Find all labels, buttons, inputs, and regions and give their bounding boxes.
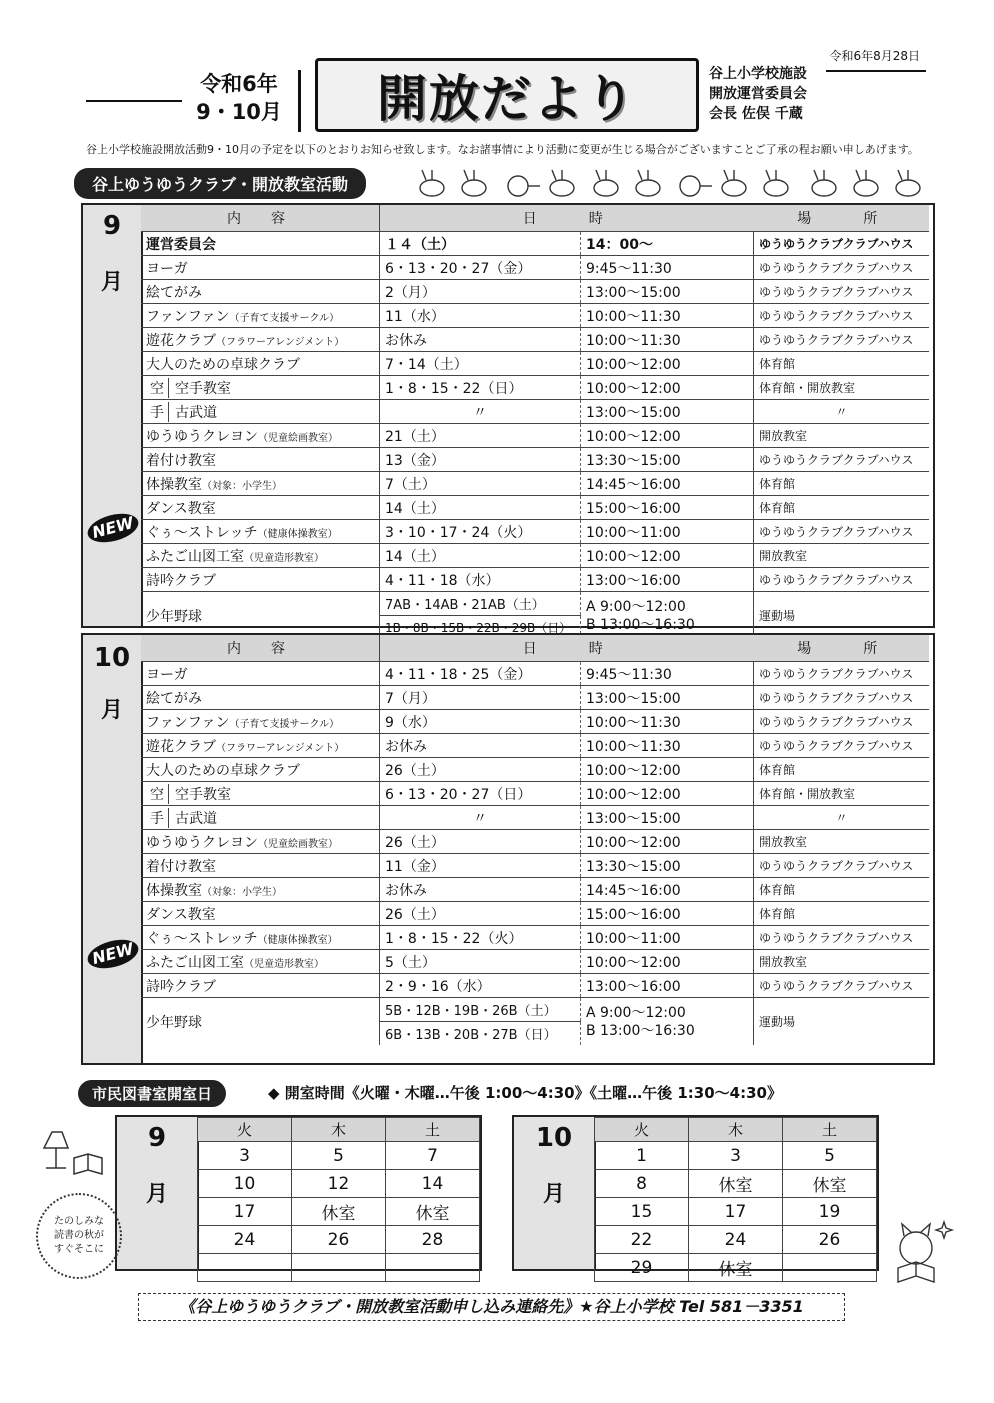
activity-name: 大人のための卓球クラブ	[146, 762, 300, 779]
table-row	[595, 1142, 877, 1170]
table-header	[595, 1118, 877, 1142]
activity-place: 〃	[754, 806, 930, 830]
table-row	[595, 1254, 877, 1282]
table-row	[141, 758, 929, 782]
activity-name: ダンス教室	[146, 500, 216, 517]
activity-date: 4・11・18・25（金）	[380, 662, 581, 686]
table-header	[141, 205, 929, 232]
activity-date: 2（月）	[380, 280, 581, 304]
karate-label-bottom: 手	[146, 402, 169, 422]
activity-time: 10:00～11:30	[581, 304, 754, 328]
activity-date: 6・13・20・27（金）	[380, 256, 581, 280]
page-title: 開放だより	[377, 70, 637, 128]
table-row	[198, 1142, 480, 1170]
table-row	[141, 496, 929, 520]
sept-month-number: 9	[102, 211, 122, 241]
activity-place: 開放教室	[754, 544, 930, 568]
activity-place: ゆうゆうクラブクラブハウス	[754, 256, 930, 280]
activity-time: 10:00～12:00	[581, 352, 754, 376]
october-schedule	[81, 633, 935, 1065]
table-row	[141, 806, 929, 830]
day-cell: 14	[386, 1170, 480, 1198]
table-row	[141, 662, 929, 686]
activity-date: 14（土）	[380, 496, 581, 520]
table-row	[141, 830, 929, 854]
activity-date: 〃	[380, 400, 581, 424]
activity-time: 15:00～16:00	[581, 902, 754, 926]
header-datetime: 日 時	[380, 205, 754, 232]
day-cell	[198, 1254, 292, 1282]
day-cell: 22	[595, 1226, 689, 1254]
header-period	[180, 70, 301, 132]
header-rule-left	[86, 100, 182, 102]
header-content: 内 容	[141, 635, 380, 662]
activity-date: 1B・8B・15B・22B・29B（日）	[385, 621, 572, 635]
activity-sub: （子育て支援サークル）	[229, 718, 340, 730]
activity-place: 開放教室	[754, 830, 930, 854]
header-title-box	[315, 58, 699, 132]
oct-month-kanji: 月	[100, 698, 123, 723]
day-cell: 7	[386, 1142, 480, 1170]
activity-place: ゆうゆうクラブクラブハウス	[754, 520, 930, 544]
header-content: 内 容	[141, 205, 380, 232]
lib-sept-month-kanji: 月	[145, 1182, 168, 1207]
october-table	[141, 635, 929, 1045]
table-row	[141, 304, 929, 328]
bubble-line-1: たのしみな	[54, 1216, 104, 1227]
activity-name: 古武道	[175, 810, 217, 827]
activity-time: 10:00～12:00	[581, 376, 754, 400]
day-cell: 5	[783, 1142, 877, 1170]
activity-sub: （健康体操教室）	[257, 934, 338, 946]
day-cell: 5	[292, 1142, 386, 1170]
activity-sub: （児童造形教室）	[244, 552, 324, 564]
table-row	[141, 544, 929, 568]
day-header: 火	[595, 1118, 689, 1142]
activity-name: 少年野球	[146, 608, 202, 625]
day-cell: 24	[198, 1226, 292, 1254]
lib-oct-month-kanji: 月	[542, 1182, 565, 1207]
activity-date: 13（金）	[380, 448, 581, 472]
day-cell: 休室	[386, 1198, 480, 1226]
activity-time: 10:00～12:00	[581, 782, 754, 806]
september-schedule	[81, 203, 935, 635]
activity-time: 14：00～	[581, 232, 754, 256]
activity-time: 14:45～16:00	[581, 472, 754, 496]
activity-date: 1・8・15・22（火）	[380, 926, 581, 950]
section-activities-label: 谷上ゆうゆうクラブ・開放教室活動	[74, 168, 366, 199]
activity-time: 9:45～11:30	[581, 662, 754, 686]
activity-time: 15:00～16:00	[581, 496, 754, 520]
activity-time: 10:00～12:00	[581, 758, 754, 782]
table-row	[141, 352, 929, 376]
activity-date: 5B・12B・19B・26B（土）	[380, 998, 581, 1022]
september-table	[141, 205, 929, 639]
activity-time: 13:00～15:00	[581, 280, 754, 304]
karate-label-top: 空	[146, 784, 169, 804]
activity-name: 着付け教室	[146, 452, 216, 469]
header-rule-right	[826, 70, 926, 72]
org-line-3: 会長 佐俣 千蔵	[709, 106, 803, 122]
day-cell: 休室	[689, 1170, 783, 1198]
activity-name: ファンファン	[146, 714, 230, 731]
table-row	[141, 878, 929, 902]
activity-place: ゆうゆうクラブクラブハウス	[754, 926, 930, 950]
activity-place: ゆうゆうクラブクラブハウス	[754, 710, 930, 734]
activity-time: 10:00～12:00	[581, 950, 754, 974]
day-cell: 8	[595, 1170, 689, 1198]
activity-name: ふたご山図工室	[146, 548, 244, 565]
section-library-label: 市民図書室開室日	[78, 1080, 226, 1107]
activity-date: 11（水）	[380, 304, 581, 328]
activity-time: 10:00～11:30	[581, 710, 754, 734]
table-row	[141, 902, 929, 926]
activity-name: 着付け教室	[146, 858, 216, 875]
activity-date: 3・10・17・24（火）	[380, 520, 581, 544]
day-cell	[783, 1254, 877, 1282]
activity-place: ゆうゆうクラブクラブハウス	[754, 448, 930, 472]
new-badge: NEW	[85, 509, 142, 548]
contact-footer: 《谷上ゆうゆうクラブ・開放教室活動申し込み連絡先》★谷上小学校 Tel 581－3351	[138, 1293, 845, 1321]
activity-place: 体育館・開放教室	[754, 782, 930, 806]
activity-time: 10:00～12:00	[581, 424, 754, 448]
activity-sub: （対象：小学生）	[202, 886, 282, 898]
activity-name: 運営委員会	[146, 236, 216, 253]
activity-place: ゆうゆうクラブクラブハウス	[754, 854, 930, 878]
activity-place: ゆうゆうクラブクラブハウス	[754, 734, 930, 758]
table-row	[198, 1170, 480, 1198]
activity-place: 開放教室	[754, 424, 930, 448]
activity-date: 1・8・15・22（日）	[380, 376, 581, 400]
activity-place: ゆうゆうクラブクラブハウス	[754, 328, 930, 352]
lib-sept-band	[117, 1117, 199, 1269]
activity-place: 運動場	[759, 609, 796, 623]
activity-date: 5（土）	[380, 950, 581, 974]
day-header: 木	[689, 1118, 783, 1142]
activity-time: 10:00～11:00	[581, 926, 754, 950]
lib-sept-table	[197, 1117, 480, 1282]
table-row	[141, 710, 929, 734]
activity-name: 詩吟クラブ	[146, 978, 216, 995]
activity-time: 14:45～16:00	[581, 878, 754, 902]
activity-date: 14（土）	[380, 544, 581, 568]
activity-name: 絵てがみ	[146, 284, 202, 301]
activity-time: 10:00～12:00	[581, 830, 754, 854]
activity-date: 〃	[380, 806, 581, 830]
lamp-book-icon	[38, 1128, 108, 1180]
activity-date: 7（土）	[380, 472, 581, 496]
table-row	[141, 568, 929, 592]
activity-place: 体育館・開放教室	[754, 376, 930, 400]
activity-date: 21（土）	[380, 424, 581, 448]
day-cell: 17	[198, 1198, 292, 1226]
day-cell: 休室	[292, 1198, 386, 1226]
day-cell: 26	[783, 1226, 877, 1254]
header-datetime: 日 時	[380, 635, 754, 662]
activity-time: 10:00～11:30	[581, 328, 754, 352]
table-row	[141, 926, 929, 950]
karate-label-top: 空	[146, 378, 169, 398]
table-row	[141, 950, 929, 974]
activity-time: B 13:00～16:30	[586, 1022, 695, 1039]
table-row	[141, 782, 929, 806]
activity-name: ゆうゆうクレヨン	[146, 834, 258, 851]
day-cell: 10	[198, 1170, 292, 1198]
activity-place: 体育館	[754, 352, 930, 376]
activity-name: 空手教室	[175, 380, 231, 397]
table-row	[141, 400, 929, 424]
activity-sub: （フラワーアレンジメント）	[216, 336, 345, 348]
activity-time: 10:00～11:30	[581, 734, 754, 758]
header-era: 令和6年	[200, 72, 278, 96]
day-cell	[292, 1254, 386, 1282]
activity-time: 13:00～15:00	[581, 686, 754, 710]
activity-place: ゆうゆうクラブクラブハウス	[754, 232, 930, 256]
table-row	[595, 1170, 877, 1198]
activity-place: 体育館	[754, 878, 930, 902]
activity-name: ぐぅ～ストレッチ	[146, 524, 258, 541]
activity-place: ゆうゆうクラブクラブハウス	[754, 568, 930, 592]
oct-month-number: 10	[93, 643, 131, 673]
activity-sub: （フラワーアレンジメント）	[216, 742, 345, 754]
lib-oct-band	[514, 1117, 596, 1269]
day-header: 木	[292, 1118, 386, 1142]
activity-date: 26（土）	[380, 830, 581, 854]
activity-name: 少年野球	[146, 1014, 202, 1031]
day-header: 土	[783, 1118, 877, 1142]
table-header	[141, 635, 929, 662]
activity-place: 運動場	[759, 1015, 796, 1029]
activity-name: 絵てがみ	[146, 690, 202, 707]
activity-date: お休み	[380, 734, 581, 758]
table-row	[141, 472, 929, 496]
bubble-line-3: すぐそこに	[54, 1244, 104, 1255]
issue-date: 令和6年8月28日	[829, 49, 920, 63]
activity-sub: （子育て支援サークル）	[229, 312, 340, 324]
reading-autumn-bubble	[36, 1193, 122, 1279]
activity-name: 体操教室	[146, 476, 202, 493]
activity-date: 7（月）	[380, 686, 581, 710]
activity-name: ふたご山図工室	[146, 954, 244, 971]
org-line-2: 開放運営委員会	[709, 86, 807, 102]
table-row-baseball	[141, 592, 929, 616]
header-place: 場 所	[754, 205, 930, 232]
activity-name: ゆうゆうクレヨン	[146, 428, 258, 445]
activity-name: 空手教室	[175, 786, 231, 803]
activity-name: 体操教室	[146, 882, 202, 899]
activity-place: ゆうゆうクラブクラブハウス	[754, 280, 930, 304]
day-cell: 3	[689, 1142, 783, 1170]
table-row-baseball	[141, 998, 929, 1022]
activity-place: 体育館	[754, 496, 930, 520]
activity-date: 11（金）	[380, 854, 581, 878]
day-cell: 28	[386, 1226, 480, 1254]
october-band	[83, 635, 143, 1063]
table-row	[141, 232, 929, 256]
activity-name: ぐぅ～ストレッチ	[146, 930, 258, 947]
activity-place: 体育館	[754, 472, 930, 496]
day-cell: 29	[595, 1254, 689, 1282]
library-hours: ◆ 開室時間《火曜・木曜…午後 1:00～4:30》《土曜…午後 1:30～4:30》	[268, 1084, 782, 1102]
rabbit-decoration-icon	[412, 168, 932, 200]
intro-text: 谷上小学校施設開放活動9・10月の予定を以下のとおりお知らせ致します。なお諸事情により活動に変更が生じる場合がございますことご了承の程お願い申しあげます。	[86, 143, 919, 156]
activity-place: 体育館	[754, 758, 930, 782]
activity-name: ダンス教室	[146, 906, 216, 923]
day-cell: 24	[689, 1226, 783, 1254]
header-place: 場 所	[754, 635, 930, 662]
activity-time: 13:30～15:00	[581, 448, 754, 472]
activity-sub: （対象：小学生）	[202, 480, 282, 492]
day-cell: 1	[595, 1142, 689, 1170]
table-row	[141, 448, 929, 472]
day-cell: 19	[783, 1198, 877, 1226]
september-band	[83, 205, 143, 626]
activity-date: 6B・13B・20B・27B（日）	[385, 1028, 557, 1043]
activity-time: 10:00～11:00	[581, 520, 754, 544]
activity-name: 遊花クラブ	[146, 332, 216, 349]
activity-date: 4・11・18（水）	[380, 568, 581, 592]
activity-place: ゆうゆうクラブクラブハウス	[754, 304, 930, 328]
day-cell: 26	[292, 1226, 386, 1254]
activity-date: 6・13・20・27（日）	[380, 782, 581, 806]
table-header	[198, 1118, 480, 1142]
activity-date: 26（土）	[380, 758, 581, 782]
table-row	[198, 1254, 480, 1282]
activity-date: １４（土）	[380, 232, 581, 256]
table-row	[198, 1198, 480, 1226]
activity-sub: （児童造形教室）	[244, 958, 324, 970]
table-row	[141, 280, 929, 304]
activity-sub: （児童絵画教室）	[258, 432, 338, 444]
activity-time: 13:00～15:00	[581, 806, 754, 830]
table-row	[141, 520, 929, 544]
activity-place: 開放教室	[754, 950, 930, 974]
activity-name: 詩吟クラブ	[146, 572, 216, 589]
activity-name: 大人のための卓球クラブ	[146, 356, 300, 373]
day-cell: 12	[292, 1170, 386, 1198]
activity-place: ゆうゆうクラブクラブハウス	[754, 662, 930, 686]
activity-time: B 13:00～16:30	[586, 616, 695, 633]
day-cell	[386, 1254, 480, 1282]
activity-date: 7AB・14AB・21AB（土）	[380, 592, 581, 616]
lib-sept-month-number: 9	[147, 1123, 167, 1153]
day-cell: 17	[689, 1198, 783, 1226]
table-row	[141, 974, 929, 998]
activity-time: A 9:00～12:00	[586, 1004, 686, 1021]
activity-date: 2・9・16（水）	[380, 974, 581, 998]
new-badge: NEW	[85, 935, 142, 974]
lib-oct-table	[594, 1117, 877, 1282]
karate-label-bottom: 手	[146, 808, 169, 828]
activity-name: ヨーガ	[146, 666, 188, 683]
day-header: 土	[386, 1118, 480, 1142]
table-row	[141, 854, 929, 878]
table-row	[141, 686, 929, 710]
activity-date: 7・14（土）	[380, 352, 581, 376]
table-row	[141, 424, 929, 448]
activity-time: A 9:00～12:00	[586, 598, 686, 615]
table-row	[141, 734, 929, 758]
header-organization	[709, 64, 829, 124]
activity-sub: （児童絵画教室）	[258, 838, 338, 850]
day-header: 火	[198, 1118, 292, 1142]
day-cell: 3	[198, 1142, 292, 1170]
table-row	[141, 256, 929, 280]
activity-date: 9（水）	[380, 710, 581, 734]
sept-month-kanji: 月	[100, 270, 123, 295]
activity-time: 13:00～15:00	[581, 400, 754, 424]
org-line-1: 谷上小学校施設	[709, 66, 807, 82]
activity-name: 古武道	[175, 404, 217, 421]
activity-place: ゆうゆうクラブクラブハウス	[754, 974, 930, 998]
activity-sub: （健康体操教室）	[257, 528, 338, 540]
table-row	[141, 376, 929, 400]
activity-time: 9:45～11:30	[581, 256, 754, 280]
activity-time: 10:00～12:00	[581, 544, 754, 568]
activity-name: ヨーガ	[146, 260, 188, 277]
table-row	[595, 1198, 877, 1226]
library-september	[115, 1115, 482, 1271]
day-cell: 休室	[783, 1170, 877, 1198]
header-months: 9・10月	[196, 100, 282, 124]
activity-name: ファンファン	[146, 308, 230, 325]
day-cell: 15	[595, 1198, 689, 1226]
table-row	[198, 1226, 480, 1254]
activity-name: 遊花クラブ	[146, 738, 216, 755]
activity-date: 26（土）	[380, 902, 581, 926]
activity-date: お休み	[380, 328, 581, 352]
library-october	[512, 1115, 879, 1280]
day-cell: 休室	[689, 1254, 783, 1282]
activity-time: 13:30～15:00	[581, 854, 754, 878]
activity-place: 体育館	[754, 902, 930, 926]
table-row	[595, 1226, 877, 1254]
bubble-line-2: 読書の秋が	[54, 1230, 104, 1241]
activity-time: 13:00～16:00	[581, 568, 754, 592]
table-row	[141, 328, 929, 352]
activity-date: お休み	[380, 878, 581, 902]
activity-time: 13:00～16:00	[581, 974, 754, 998]
activity-place: 〃	[754, 400, 930, 424]
activity-place: ゆうゆうクラブクラブハウス	[754, 686, 930, 710]
cat-reading-icon	[880, 1218, 960, 1288]
lib-oct-month-number: 10	[535, 1123, 573, 1153]
